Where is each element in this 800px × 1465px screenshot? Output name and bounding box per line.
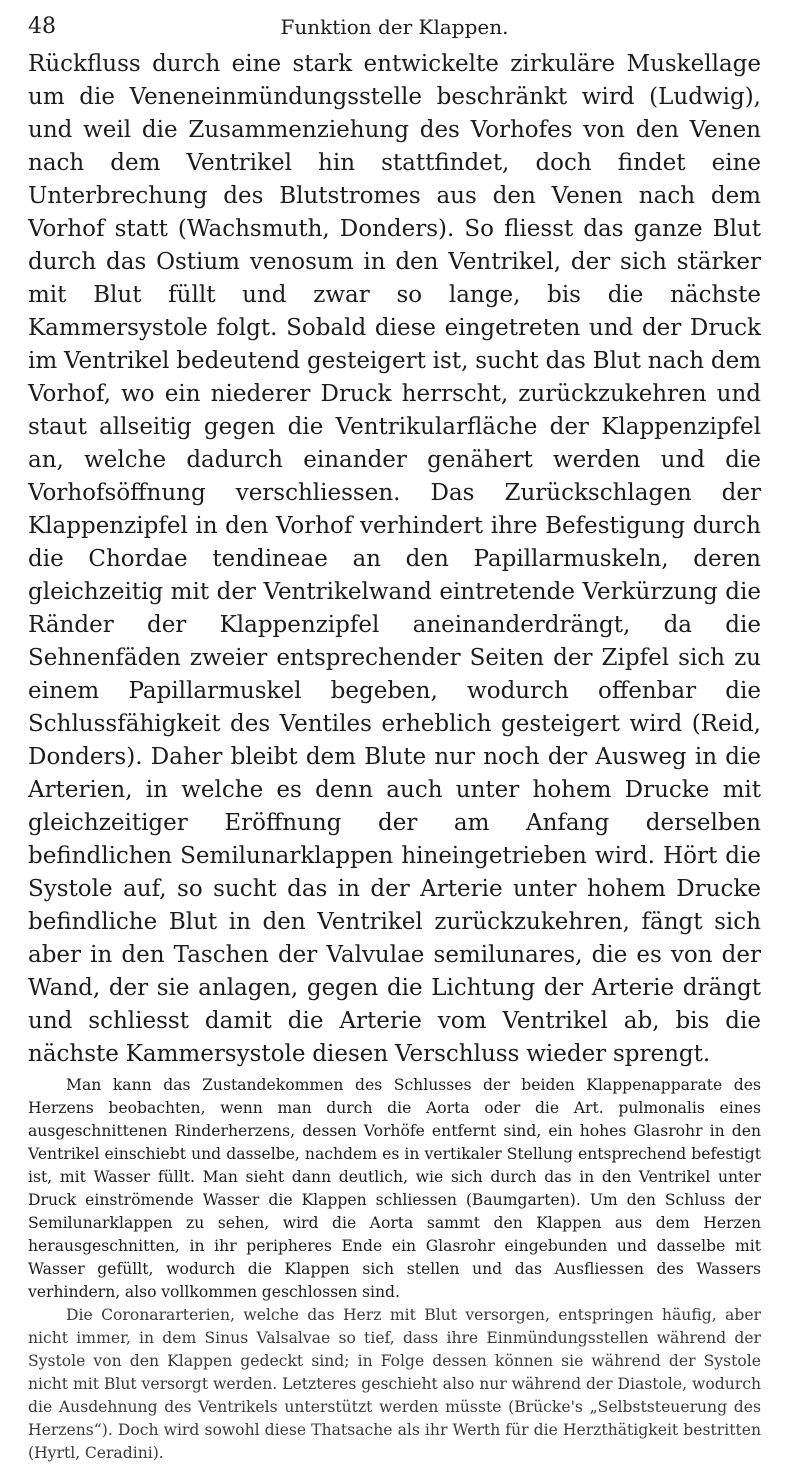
main-text xyxy=(28,48,761,1071)
page-number: 48 xyxy=(28,14,56,39)
note-paragraph-coronary-arteries: Die Coronararterien, welche das Herz mit Blut versorgen, entspringen häufig, aber nicht immer, in dem Sinus Valsalvae so tief, dass ihre Einmündungsstellen während der Systole von den Klappen gedeckt sind; in Folge dessen können sie während der Systole nicht mit Blut versorgt werden. Letzteres geschieht also nur während der Diastole, wodurch die Ausdehnung des Ventrikels unterstützt werden müsste (Brücke's „Selbststeuerung des Herzens“). Doch wird sowohl diese Thatsache als ihr Werth für die Herzthätigkeit bestritten (Hyrtl, Ceradini). xyxy=(28,1306,761,1462)
main-paragraph: Rückfluss durch eine stark entwickelte zirkuläre Muskellage um die Veneneinmündungsstelle beschränkt wird (Ludwig), und weil die Zusammenziehung des Vorhofes von den Venen nach dem Ventrikel hin stattfindet, doch findet eine Unterbrechung des Blutstromes aus den Venen nach dem Vorhof statt (Wachsmuth, Donders). So fliesst das ganze Blut durch das Ostium venosum in den Ventrikel, der sich stärker mit Blut füllt und zwar so lange, bis die nächste Kammersystole folgt. Sobald diese eingetreten und der Druck im Ventrikel bedeutend gesteigert ist, sucht das Blut nach dem Vorhof, wo ein niederer Druck herrscht, zurückzukehren und staut allseitig gegen die Ventrikularfläche der Klappenzipfel an, welche dadurch einander genähert werden und die Vorhofsöffnung verschliessen. Das Zurückschlagen der Klappenzipfel in den Vorhof verhindert ihre Befestigung durch die Chordae tendineae an den Papillarmuskeln, deren gleichzeitig mit der Ventrikelwand eintretende Verkürzung die Ränder der Klappenzipfel aneinanderdrängt, da die Sehnenfäden zweier entsprechender Seiten der Zipfel sich zu einem Papillarmuskel begeben, wodurch offenbar die Schlussfähigkeit des Ventiles erheblich gesteigert wird (Reid, Donders). Daher bleibt dem Blute nur noch der Ausweg in die Arterien, in welche es denn auch unter hohem Drucke mit gleichzeitiger Eröffnung der am Anfang derselben befindlichen Semilunarklappen hineingetrieben wird. Hört die Systole auf, so sucht das in der Arterie unter hohem Drucke befindliche Blut in den Ventrikel zurückzukehren, fängt sich aber in den Taschen der Valvulae semilunares, die es von der Wand, der sie anlagen, gegen die Lichtung der Arterie drängt und schliesst damit die Arterie vom Ventrikel ab, bis die nächste Kammersystole diesen Verschluss wieder sprengt. xyxy=(28,51,761,1067)
small-print-notes xyxy=(28,1074,761,1465)
book-page xyxy=(28,12,761,1465)
note-paragraph-valve-experiment: Man kann das Zustandekommen des Schlusses der beiden Klappenapparate des Herzens beobachten, wenn man durch die Aorta oder die Art. pulmonalis eines ausgeschnittenen Rinderherzens, dessen Vorhöfe entfernt sind, ein hohes Glasrohr in den Ventrikel einschiebt und dasselbe, nachdem es in vertikaler Stellung entsprechend befestigt ist, mit Wasser füllt. Man sieht dann deutlich, wie sich durch das in den Ventrikel unter Druck einströmende Wasser die Klappen schliessen (Baumgarten). Um den Schluss der Semilunarklappen zu sehen, wird die Aorta sammt den Klappen aus dem Herzen herausgeschnitten, in ihr peripheres Ende ein Glasrohr eingebunden und dasselbe mit Wasser gefüllt, wodurch die Klappen sich stellen und das Ausfliessen des Wassers verhindern, also vollkommen geschlossen sind. xyxy=(28,1076,761,1301)
page-header xyxy=(28,12,761,48)
running-title: Funktion der Klappen. xyxy=(280,15,509,39)
